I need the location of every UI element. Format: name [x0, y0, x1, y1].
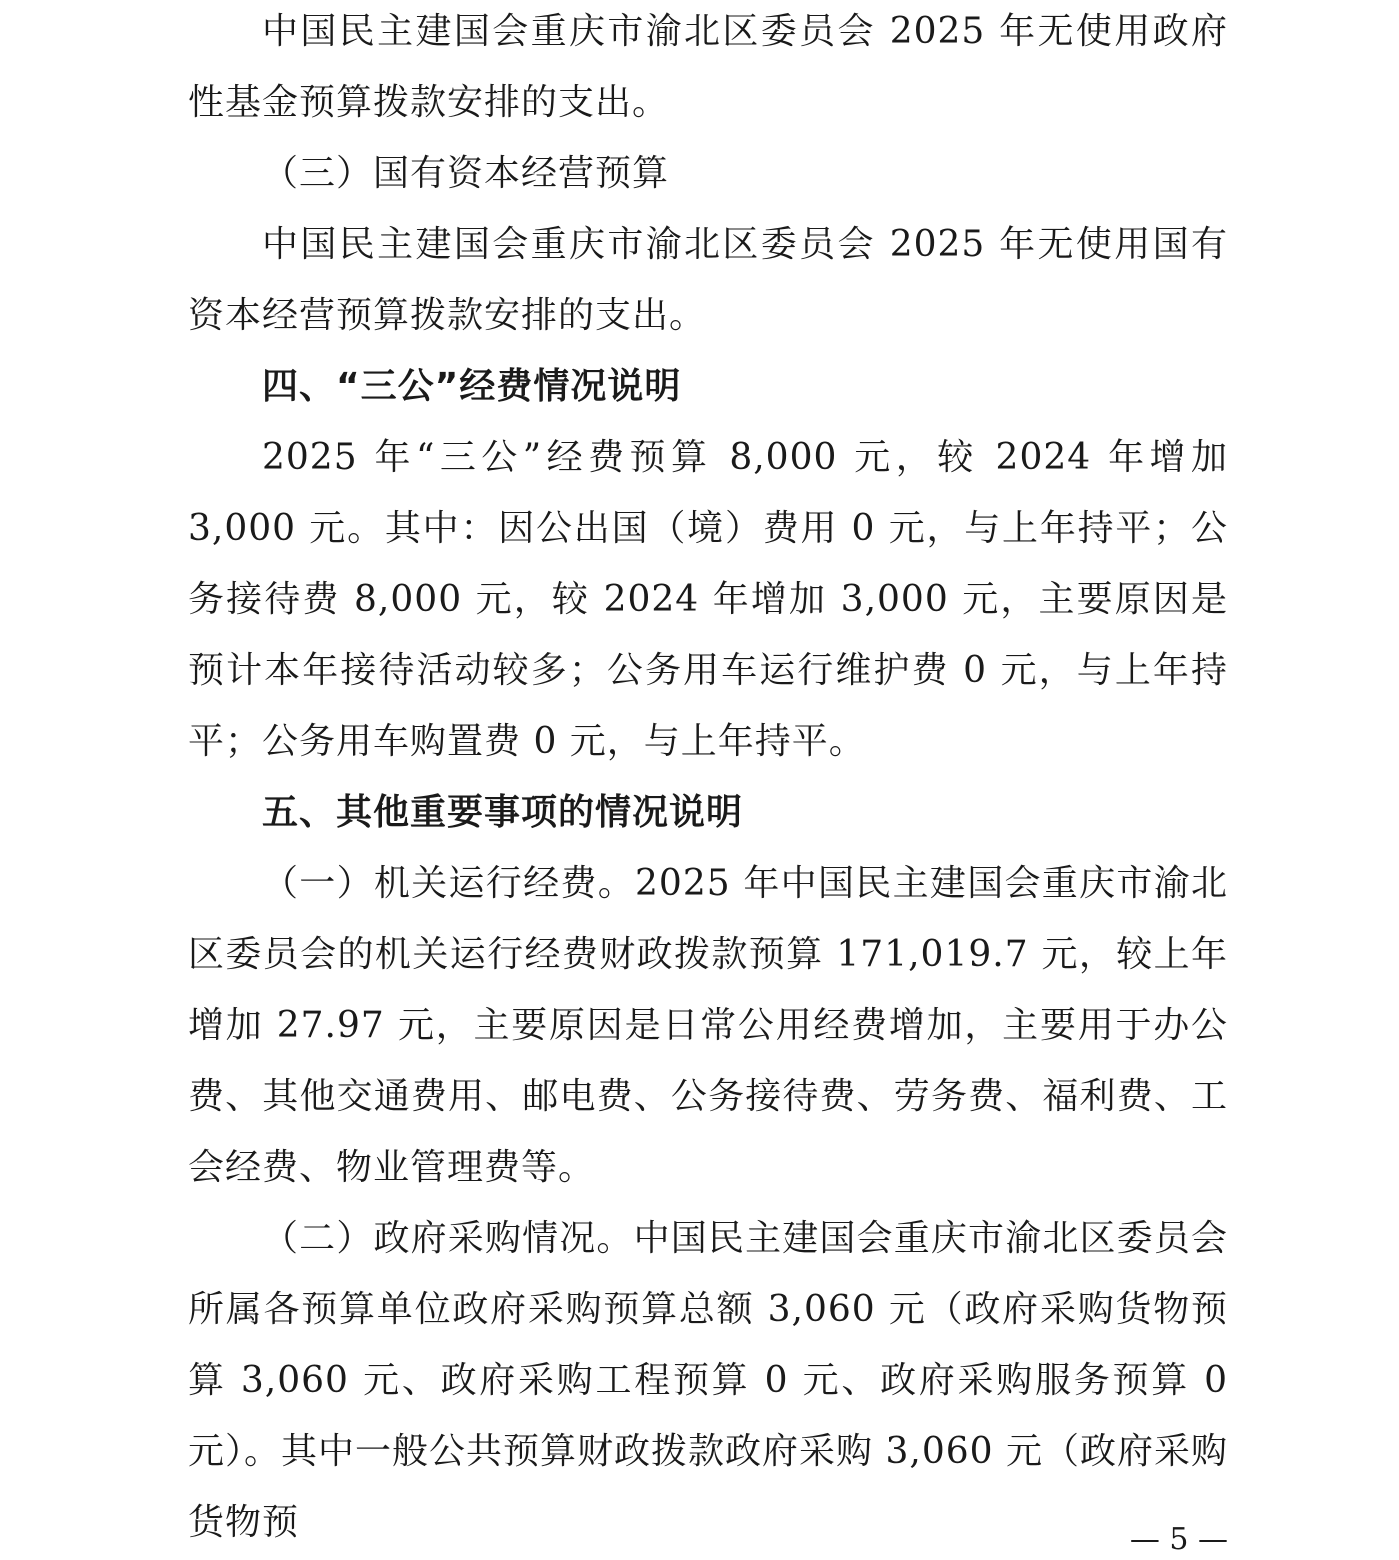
paragraph-three-public-expenses: 2025 年“三公”经费预算 8,000 元，较 2024 年增加 3,000 元。其中：因公出国（境）费用 0 元，与上年持平；公务接待费 8,000 元，较 2024 年增加 3,000 元，主要原因是预计本年接待活动较多；公务用车运行维护费 0 元，与上年持平；公务用车购置费 0 元，与上年持平。	[188, 437, 1228, 762]
document-page	[188, 0, 1228, 1558]
paragraph-fund-budget: 中国民主建国会重庆市渝北区委员会 2025 年无使用政府性基金预算拨款安排的支出。	[188, 11, 1228, 123]
page-number: — 5 —	[1129, 1522, 1228, 1557]
paragraph-operating-expenses: （一）机关运行经费。2025 年中国民主建国会重庆市渝北区委员会的机关运行经费财政拨款预算 171,019.7 元，较上年增加 27.97 元，主要原因是日常公用经费增加，主要用于办公费、其他交通费用、邮电费、公务接待费、劳务费、福利费、工会经费、物业管理费等。	[188, 863, 1228, 1188]
paragraph-government-procurement: （二）政府采购情况。中国民主建国会重庆市渝北区委员会所属各预算单位政府采购预算总额 3,060 元（政府采购货物预算 3,060 元、政府采购工程预算 0 元、政府采购服务预算 0 元）。其中一般公共预算财政拨款政府采购 3,060 元（政府采购货物预	[188, 1218, 1228, 1543]
heading-other-important-matters: 五、其他重要事项的情况说明	[262, 792, 744, 833]
heading-three-public-expenses: 四、“三公”经费情况说明	[262, 366, 682, 407]
subheading-state-capital-budget: （三）国有资本经营预算	[262, 153, 670, 194]
paragraph-state-capital: 中国民主建国会重庆市渝北区委员会 2025 年无使用国有资本经营预算拨款安排的支出。	[188, 224, 1228, 336]
